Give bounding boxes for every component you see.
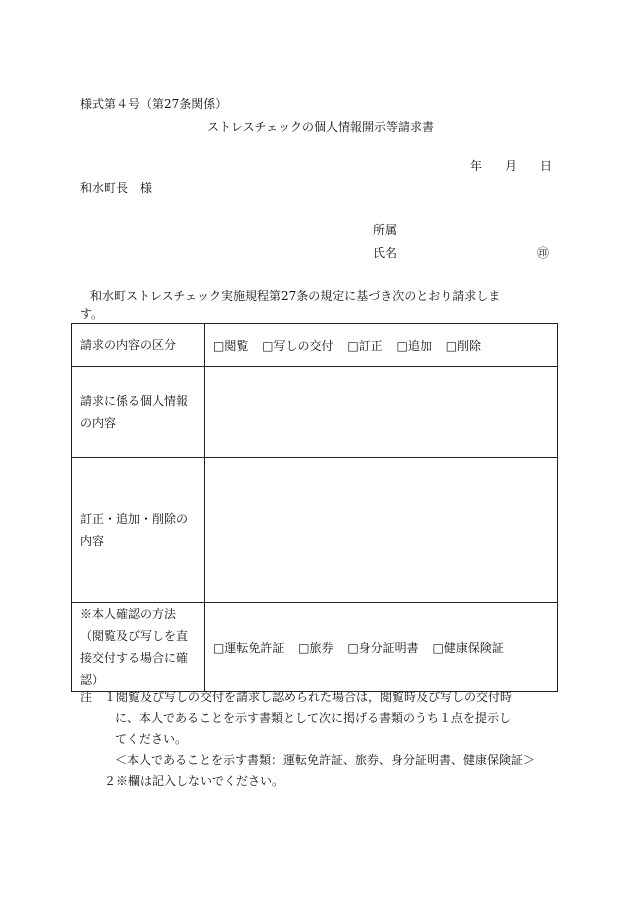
- identity-method-options: [205, 603, 558, 692]
- option-addition[interactable]: □追加: [396, 338, 432, 353]
- document-title: ストレスチェックの個人情報開示等請求書: [207, 120, 435, 134]
- date-day: 日: [540, 159, 553, 173]
- option-id-certificate[interactable]: □身分証明書: [347, 640, 419, 655]
- identity-method-label: ※本人確認の方法 （閲覧及び写しを直 接交付する場合に確 認）: [72, 603, 205, 692]
- body-text-line1: 和水町ストレスチェック実施規程第27条の規定に基づき次のとおり請求しま: [90, 289, 501, 303]
- option-deletion[interactable]: □削除: [445, 338, 482, 353]
- note1-line3: てください。: [115, 732, 188, 746]
- option-health-insurance[interactable]: □健康保険証: [432, 640, 504, 655]
- date-year: 年: [470, 159, 483, 173]
- request-type-label: 請求の内容の区分: [72, 324, 205, 367]
- table-row: [72, 603, 558, 692]
- personal-info-label: 請求に係る個人情報 の内容: [72, 367, 205, 458]
- request-form-table: [71, 323, 558, 692]
- name-label: 氏名: [373, 246, 398, 260]
- note2: ２※欄は記入しないでください。: [104, 774, 285, 788]
- option-drivers-license[interactable]: □運転免許証: [213, 640, 285, 655]
- notes-prefix: 注: [80, 690, 93, 704]
- note1-line2: に、本人であることを示す書類として次に掲げる書類のうち１点を提示し: [115, 711, 512, 725]
- correction-content-label: 訂正・追加・削除の 内容: [72, 458, 205, 603]
- seal-mark: ㊞: [537, 246, 550, 260]
- option-correction[interactable]: □訂正: [347, 338, 383, 353]
- option-passport[interactable]: □旅券: [298, 640, 334, 655]
- option-copy-delivery[interactable]: □写しの交付: [262, 338, 334, 353]
- table-row: [72, 458, 558, 603]
- addressee: 和水町長 様: [80, 181, 153, 195]
- date-month: 月: [505, 159, 518, 173]
- note1-line4: ＜本人であることを示す書類：運転免許証、旅券、身分証明書、健康保険証＞: [115, 753, 536, 767]
- form-number: 様式第４号（第27条関係）: [80, 97, 228, 111]
- request-type-options: [205, 324, 558, 367]
- correction-content-field[interactable]: [205, 458, 558, 603]
- option-inspection[interactable]: □閲覧: [213, 338, 249, 353]
- affiliation-label: 所属: [373, 223, 398, 237]
- body-text-line2: す。: [80, 307, 104, 321]
- table-row: [72, 324, 558, 367]
- personal-info-field[interactable]: [205, 367, 558, 458]
- table-row: [72, 367, 558, 458]
- note1-line1: １閲覧及び写しの交付を請求し認められた場合は，閲覧時及び写しの交付時: [104, 690, 513, 704]
